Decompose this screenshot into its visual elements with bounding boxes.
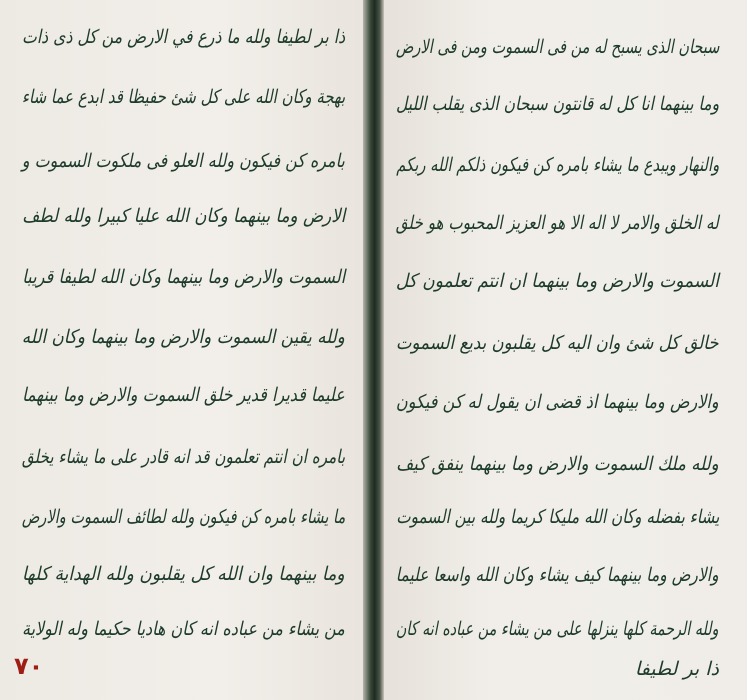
manuscript-line: ما يشاء بامره كن فيكون ولله لطائف السموت والارض [21, 506, 345, 528]
manuscript-line: بهجة وكان الله على كل شئ حفيظا قد ابدع عما شاء [21, 86, 345, 108]
right-page [384, 0, 747, 700]
manuscript-line: الارض وما بينهما وكان الله عليا كبيرا ولله لطف [21, 205, 345, 227]
left-page [0, 0, 363, 700]
page-number: ٧٠ [14, 652, 44, 680]
manuscript-line: يشاء بفضله وكان الله مليكا كريما ولله بين السموت [395, 506, 719, 528]
manuscript-line: سبحان الذى يسبح له من فى السموت ومن فى الارض [395, 36, 719, 58]
manuscript-line: والنهار ويبدع ما يشاء بامره كن فيكون ذلكم الله ربكم [395, 154, 719, 176]
manuscript-line: وما بينهما انا كل له قانتون سبحان الذى يقلب الليل [395, 93, 719, 115]
manuscript-line: والارض وما بينهما كيف يشاء وكان الله واسعا عليما [396, 564, 719, 586]
manuscript-line: السموت والارض وما بينهما وكان الله لطيفا قريبا [21, 266, 345, 288]
manuscript-line: عليما قديرا قدير خلق السموت والارض وما بينهما [22, 384, 345, 406]
manuscript-line: والارض وما بينهما اذ قضى ان يقول له كن فيكون [396, 391, 719, 413]
manuscript-line: بامره ان انتم تعلمون قد انه قادر على ما يشاء يخلق [21, 446, 345, 468]
manuscript-line: بامره كن فيكون ولله العلو فى ملكوت السموت و [22, 150, 345, 172]
book-gutter [363, 0, 384, 700]
manuscript-line: ولله الرحمة كلها ينزلها على من يشاء من عباده انه كان [396, 618, 719, 640]
manuscript-line: له الخلق والامر لا اله الا هو العزيز المحبوب هو خلق [395, 212, 719, 234]
manuscript-line: ولله يقين السموت والارض وما بينهما وكان الله [21, 326, 345, 348]
manuscript-line: من يشاء من عباده انه كان هاديا حكيما وله الولاية [22, 618, 345, 640]
manuscript-line: ذا بر لطيفا [634, 658, 719, 680]
manuscript-line: السموت والارض وما بينهما ان انتم تعلمون كل [395, 270, 719, 292]
manuscript-line: خالق كل شئ وان اليه كل يقلبون بديع السموت [396, 332, 719, 354]
manuscript-line: ولله ملك السموت والارض وما بينهما ينفق كيف [396, 453, 719, 475]
manuscript-line: ذا بر لطيفا ولله ما ذرع في الارض من كل ذى ذات [21, 26, 345, 48]
manuscript-line: وما بينهما وان الله كل يقلبون ولله الهداية كلها [22, 563, 345, 585]
